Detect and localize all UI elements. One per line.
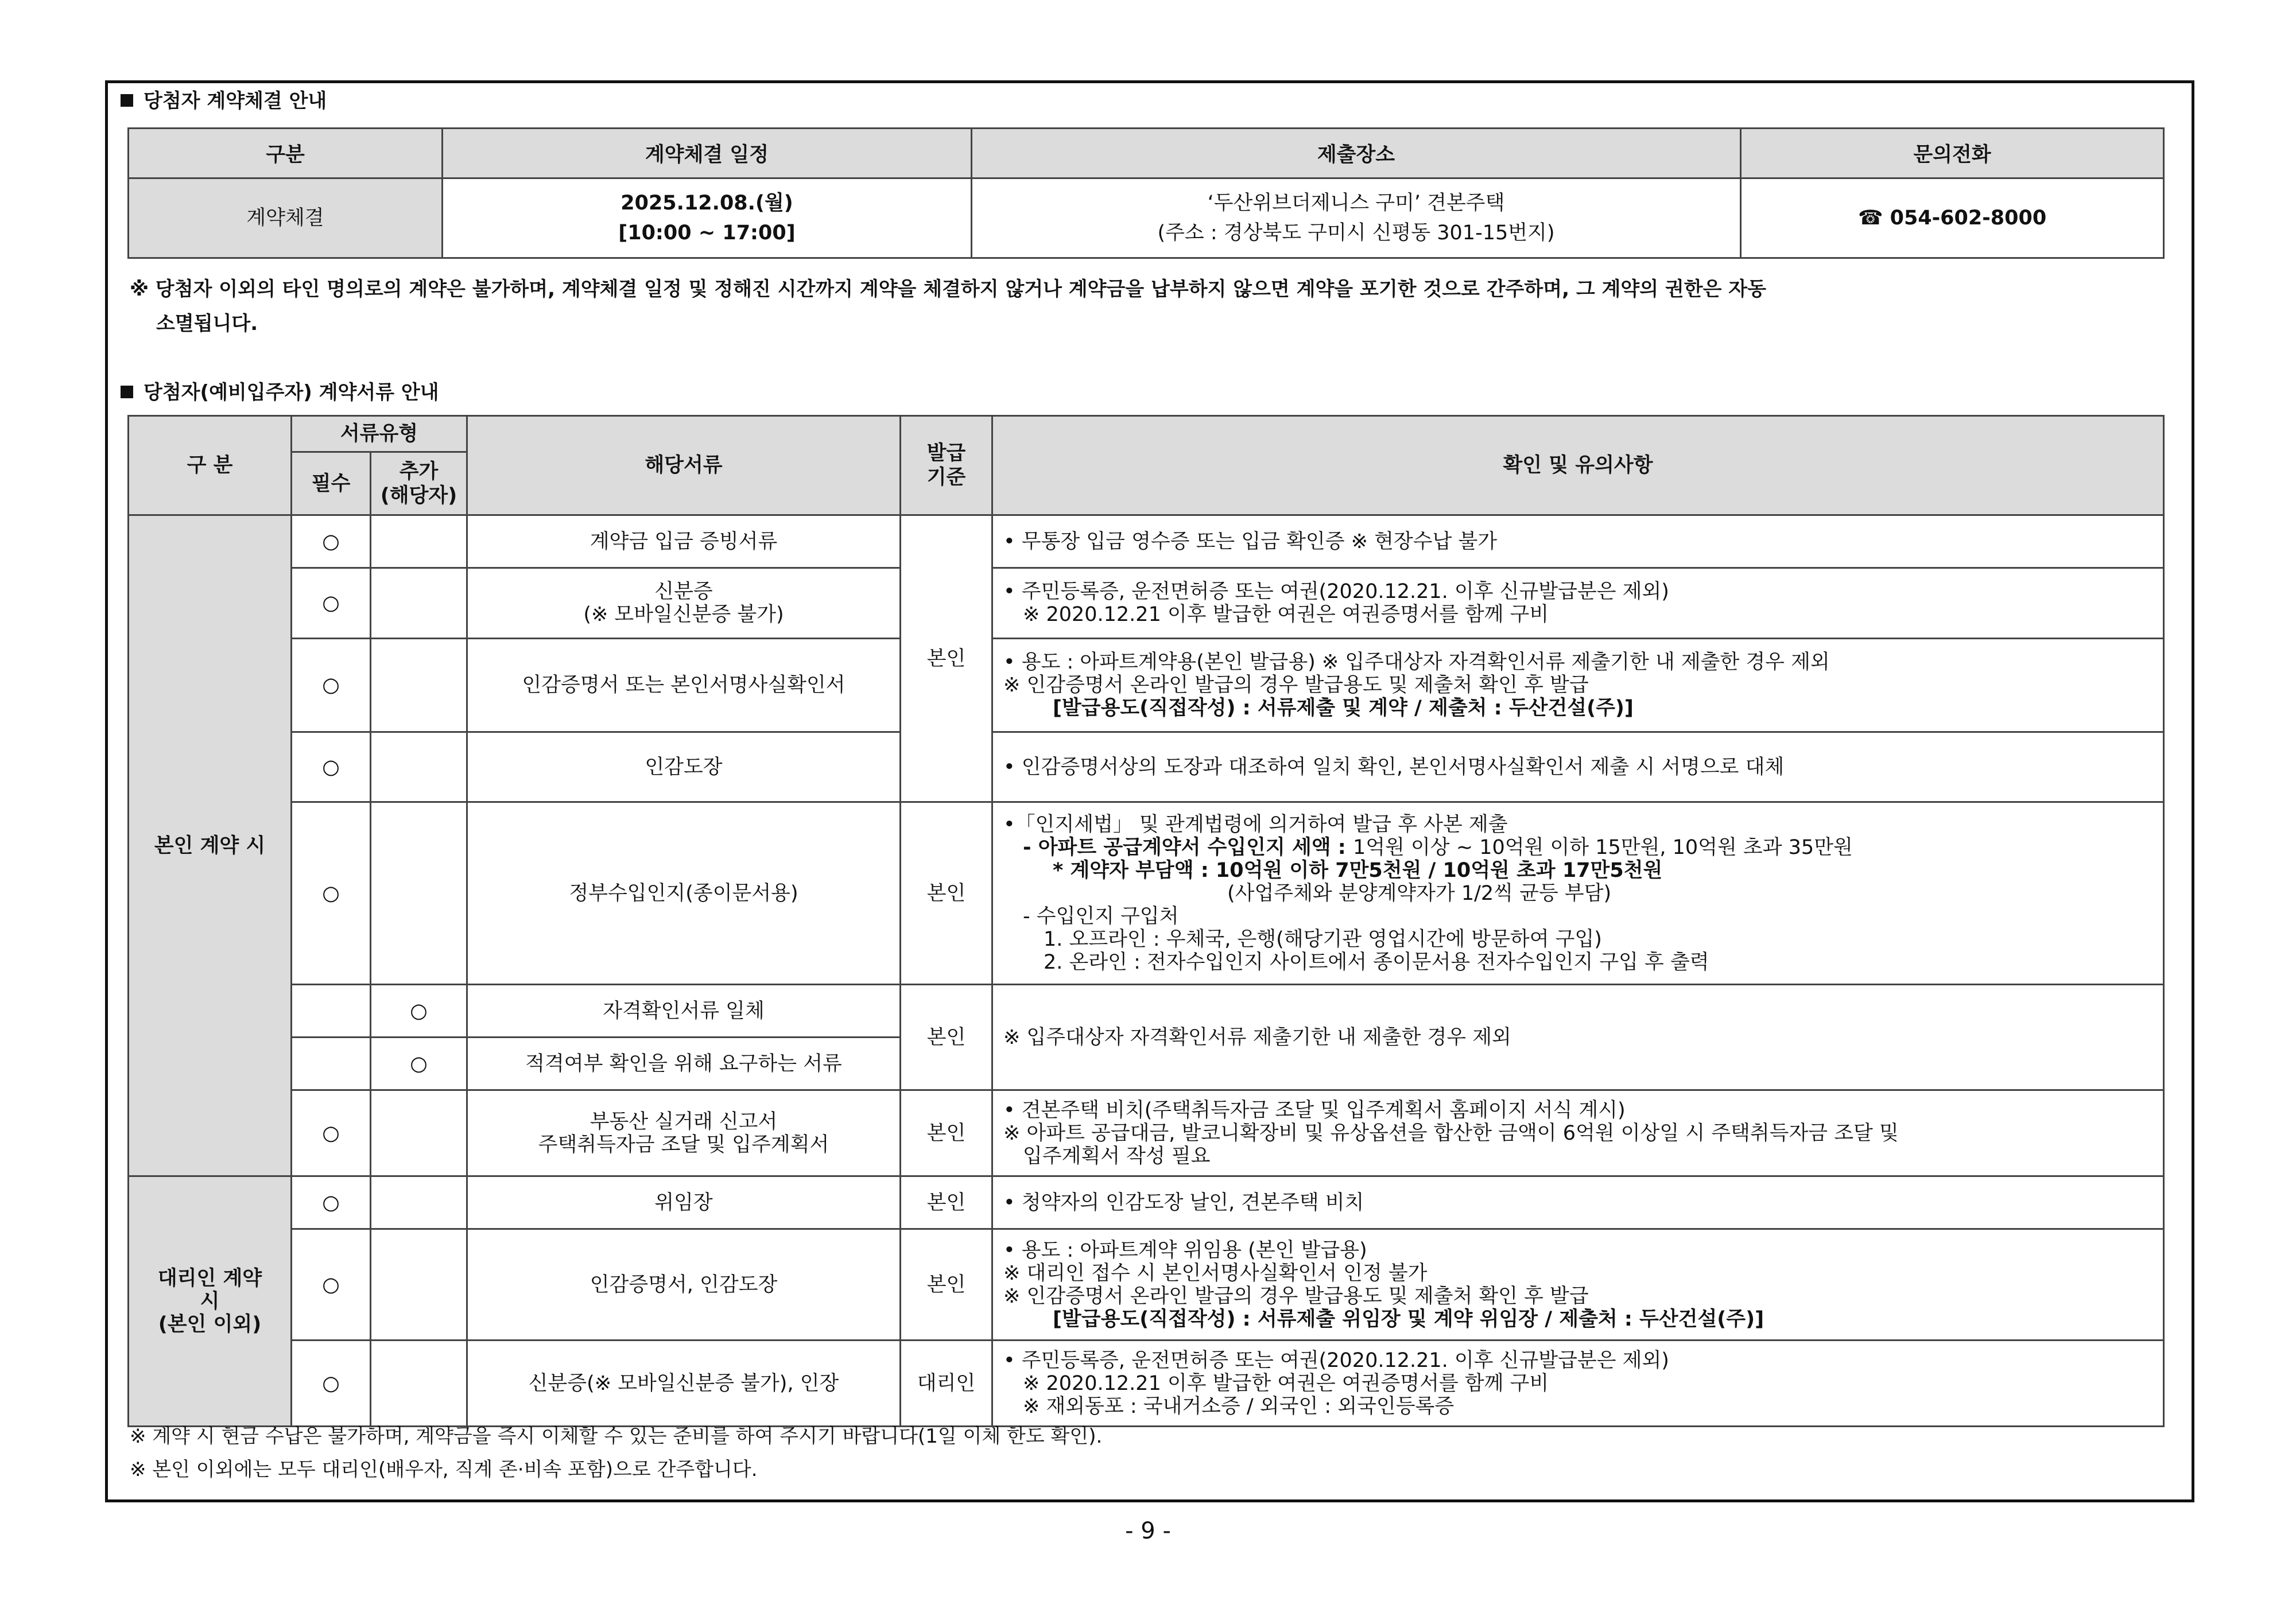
note-line: ※ 재외동포 : 국내거소증 / 외국인 : 외국인등록증 bbox=[1023, 1394, 1455, 1418]
document-line: 주택취득자금 조달 및 입주계획서 bbox=[538, 1133, 829, 1156]
note-cell bbox=[992, 1229, 2164, 1341]
note-line: • 견본주택 비치(주택취득자금 조달 및 입주계획서 홈페이지 서식 계시) bbox=[1003, 1098, 1626, 1122]
header-additional bbox=[371, 452, 467, 515]
additional-mark bbox=[371, 732, 467, 802]
header-notes: 확인 및 유의사항 bbox=[992, 416, 2164, 515]
document-line: 신분증 bbox=[654, 580, 713, 603]
table-header-row bbox=[129, 416, 2164, 452]
document-line: (※ 모바일신분증 불가) bbox=[583, 603, 784, 626]
document-cell: 정부수입인지(종이문서용) bbox=[467, 802, 901, 985]
note-cell bbox=[992, 568, 2164, 639]
place-address: (주소 : 경상북도 구미시 신평동 301-15번지) bbox=[1157, 222, 1555, 244]
note-cell bbox=[992, 1090, 2164, 1176]
additional-mark bbox=[371, 568, 467, 639]
table-header-row bbox=[129, 129, 2164, 178]
note-line: •「인지세법」 및 관계법령에 의거하여 발급 후 사본 제출 bbox=[1003, 813, 1508, 836]
footnote-line2: ※ 본인 이외에는 모두 대리인(배우자, 직계 존·비속 포함)으로 간주합니다. bbox=[130, 1458, 758, 1481]
note-line: • 용도 : 아파트계약 위임용 (본인 발급용) bbox=[1003, 1238, 1367, 1262]
additional-mark bbox=[371, 1341, 467, 1427]
required-mark: ○ bbox=[292, 1341, 371, 1427]
note-line: • 주민등록증, 운전면허증 또는 여권(2020.12.21. 이후 신규발급분은 제외) bbox=[1003, 580, 1669, 603]
note-line: - 수입인지 구입처 bbox=[1023, 904, 1179, 928]
required-mark: ○ bbox=[292, 515, 371, 568]
note-line: ※ 아파트 공급대금, 발코니확장비 및 유상옵션을 합산한 금액이 6억원 이상일 시 주택취득자금 조달 및 bbox=[1003, 1121, 1899, 1145]
additional-mark: ○ bbox=[371, 1038, 467, 1090]
note-cell: • 무통장 입금 영수증 또는 입금 확인증 ※ 현장수납 불가 bbox=[992, 515, 2164, 568]
schedule-cell bbox=[443, 178, 972, 258]
page-number: - 9 - bbox=[1125, 1518, 1171, 1544]
phone-cell: ☎ 054-602-8000 bbox=[1741, 178, 2164, 258]
header-issue-line2: 기준 bbox=[926, 466, 966, 489]
note-line: ※ 인감증명서 온라인 발급의 경우 발급용도 및 제출처 확인 후 발급 bbox=[1003, 1284, 1589, 1308]
square-bullet-icon bbox=[121, 94, 133, 107]
required-mark: ○ bbox=[292, 802, 371, 985]
header-category: 구 분 bbox=[129, 416, 292, 515]
note-line-bold-part: - 아파트 공급계약서 수입인지 세액 : bbox=[1023, 836, 1353, 859]
header-issue-basis bbox=[901, 416, 992, 515]
header-required: 필수 bbox=[292, 452, 371, 515]
group-agent-line3: (본인 이외) bbox=[158, 1312, 262, 1336]
note-line: (사업주체와 분양계약자가 1/2씩 균등 부담) bbox=[1227, 881, 1612, 905]
header-document: 해당서류 bbox=[467, 416, 901, 515]
header-additional-line1: 추가 bbox=[399, 460, 439, 483]
header-phone: 문의전화 bbox=[1741, 129, 2164, 178]
note-cell: ※ 입주대상자 자격확인서류 제출기한 내 제출한 경우 제외 bbox=[992, 985, 2164, 1090]
contract-documents-table bbox=[127, 415, 2165, 1427]
table-row bbox=[129, 178, 2164, 258]
group-agent-line1: 대리인 계약 bbox=[157, 1266, 262, 1290]
note-line-part: 1억원 이상 ~ 10억원 이하 15만원, 10억원 초과 35만원 bbox=[1352, 836, 1853, 859]
table-row bbox=[129, 802, 2164, 985]
issue-basis-cell: 본인 bbox=[901, 1176, 992, 1229]
document-cell: 인감증명서, 인감도장 bbox=[467, 1229, 901, 1341]
issue-basis-cell: 본인 bbox=[901, 1229, 992, 1341]
required-mark bbox=[292, 1038, 371, 1090]
section1-note-line1: ※ 당첨자 이외의 타인 명의로의 계약은 불가하며, 계약체결 일정 및 정해진 시간까지 계약을 체결하지 않거나 계약금을 납부하지 않으면 계약을 포기한 것으로 간주하며, 그 계약의 권한은 자동 bbox=[130, 278, 1766, 301]
required-mark: ○ bbox=[292, 732, 371, 802]
document-cell: 신분증(※ 모바일신분증 불가), 인장 bbox=[467, 1341, 901, 1427]
table-row bbox=[129, 568, 2164, 639]
footnote-line1: ※ 계약 시 현금 수납은 불가하며, 계약금을 즉시 이체할 수 있는 준비를 하여 주시기 바랍니다(1일 이체 한도 확인). bbox=[130, 1425, 1103, 1448]
issue-basis-cell: 본인 bbox=[901, 985, 992, 1090]
note-line: • 주민등록증, 운전면허증 또는 여권(2020.12.21. 이후 신규발급분은 제외) bbox=[1003, 1349, 1669, 1372]
note-line: * 계약자 부담액 : 10억원 이하 7만5천원 / 10억원 초과 17만5천원 bbox=[1053, 858, 1663, 882]
required-mark: ○ bbox=[292, 568, 371, 639]
square-bullet-icon bbox=[121, 386, 133, 398]
issue-basis-cell: 본인 bbox=[901, 802, 992, 985]
section1-note-line2: 소멸됩니다. bbox=[156, 312, 258, 335]
header-doc-type: 서류유형 bbox=[292, 416, 467, 452]
contract-schedule-table bbox=[127, 127, 2165, 259]
document-line: 부동산 실거래 신고서 bbox=[589, 1110, 778, 1133]
document-cell bbox=[467, 568, 901, 639]
row-label: 계약체결 bbox=[129, 178, 443, 258]
table-row bbox=[129, 732, 2164, 802]
group-agent-line2: 시 bbox=[200, 1289, 220, 1313]
place-cell bbox=[972, 178, 1741, 258]
additional-mark bbox=[371, 1176, 467, 1229]
section2-title bbox=[121, 376, 439, 405]
note-line: 1. 오프라인 : 우체국, 은행(해당기관 영업시간에 방문하여 구입) bbox=[1044, 927, 1602, 951]
additional-mark bbox=[371, 802, 467, 985]
note-line: 2. 온라인 : 전자수입인지 사이트에서 종이문서용 전자수입인지 구입 후 출력 bbox=[1044, 950, 1709, 974]
note-line bbox=[1003, 836, 2156, 859]
schedule-time: [10:00 ~ 17:00] bbox=[618, 222, 796, 244]
issue-basis-cell: 대리인 bbox=[901, 1341, 992, 1427]
document-cell: 적격여부 확인을 위해 요구하는 서류 bbox=[467, 1038, 901, 1090]
schedule-date: 2025.12.08.(월) bbox=[620, 192, 793, 215]
section2-title-text: 당첨자(예비입주자) 계약서류 안내 bbox=[144, 381, 439, 404]
required-mark bbox=[292, 985, 371, 1038]
group-agent-contract bbox=[129, 1176, 292, 1427]
note-line: [발급용도(직접작성) : 서류제출 위임장 및 계약 위임장 / 제출처 : 두산건설(주)] bbox=[1053, 1307, 1764, 1331]
required-mark: ○ bbox=[292, 1090, 371, 1176]
note-cell bbox=[992, 639, 2164, 732]
table-row bbox=[129, 1090, 2164, 1176]
note-line: ※ 2020.12.21 이후 발급한 여권은 여권증명서를 함께 구비 bbox=[1023, 603, 1549, 626]
section1-note bbox=[130, 272, 2150, 341]
note-line: 입주계획서 작성 필요 bbox=[1023, 1144, 1211, 1168]
header-place: 제출장소 bbox=[972, 129, 1741, 178]
section1-title bbox=[121, 85, 327, 113]
document-cell: 인감증명서 또는 본인서명사실확인서 bbox=[467, 639, 901, 732]
section1-title-text: 당첨자 계약체결 안내 bbox=[144, 90, 327, 112]
note-line: ※ 2020.12.21 이후 발급한 여권은 여권증명서를 함께 구비 bbox=[1023, 1372, 1549, 1395]
header-issue-line1: 발급 bbox=[926, 442, 966, 465]
table-row bbox=[129, 1229, 2164, 1341]
table-row bbox=[129, 639, 2164, 732]
table-row bbox=[129, 1176, 2164, 1229]
note-cell: • 인감증명서상의 도장과 대조하여 일치 확인, 본인서명사실확인서 제출 시 서명으로 대체 bbox=[992, 732, 2164, 802]
issue-basis-cell: 본인 bbox=[901, 1090, 992, 1176]
required-mark: ○ bbox=[292, 1229, 371, 1341]
additional-mark bbox=[371, 639, 467, 732]
additional-mark bbox=[371, 1090, 467, 1176]
place-name: ‘두산위브더제니스 구미’ 견본주택 bbox=[1207, 192, 1505, 215]
header-schedule: 계약체결 일정 bbox=[443, 129, 972, 178]
additional-mark: ○ bbox=[371, 985, 467, 1038]
note-cell: • 청약자의 인감도장 날인, 견본주택 비치 bbox=[992, 1176, 2164, 1229]
issue-basis-cell: 본인 bbox=[901, 515, 992, 802]
document-cell: 계약금 입금 증빙서류 bbox=[467, 515, 901, 568]
document-cell: 인감도장 bbox=[467, 732, 901, 802]
note-line: ※ 인감증명서 온라인 발급의 경우 발급용도 및 제출처 확인 후 발급 bbox=[1003, 674, 1589, 697]
document-cell bbox=[467, 1090, 901, 1176]
footnote bbox=[130, 1420, 1102, 1486]
additional-mark bbox=[371, 1229, 467, 1341]
note-cell bbox=[992, 802, 2164, 985]
document-cell: 자격확인서류 일체 bbox=[467, 985, 901, 1038]
note-line: ※ 대리인 접수 시 본인서명사실확인서 인정 불가 bbox=[1003, 1261, 1428, 1285]
document-cell: 위임장 bbox=[467, 1176, 901, 1229]
header-category: 구분 bbox=[129, 129, 443, 178]
note-line: • 용도 : 아파트계약용(본인 발급용) ※ 입주대상자 자격확인서류 제출기한 내 제출한 경우 제외 bbox=[1003, 651, 1830, 674]
required-mark: ○ bbox=[292, 1176, 371, 1229]
table-row bbox=[129, 1341, 2164, 1427]
note-cell bbox=[992, 1341, 2164, 1427]
table-row bbox=[129, 985, 2164, 1038]
group-self-contract: 본인 계약 시 bbox=[129, 515, 292, 1176]
additional-mark bbox=[371, 515, 467, 568]
table-row bbox=[129, 515, 2164, 568]
required-mark: ○ bbox=[292, 639, 371, 732]
note-line: [발급용도(직접작성) : 서류제출 및 계약 / 제출처 : 두산건설(주)] bbox=[1053, 697, 1634, 720]
header-additional-line2: (해당자) bbox=[380, 484, 457, 507]
